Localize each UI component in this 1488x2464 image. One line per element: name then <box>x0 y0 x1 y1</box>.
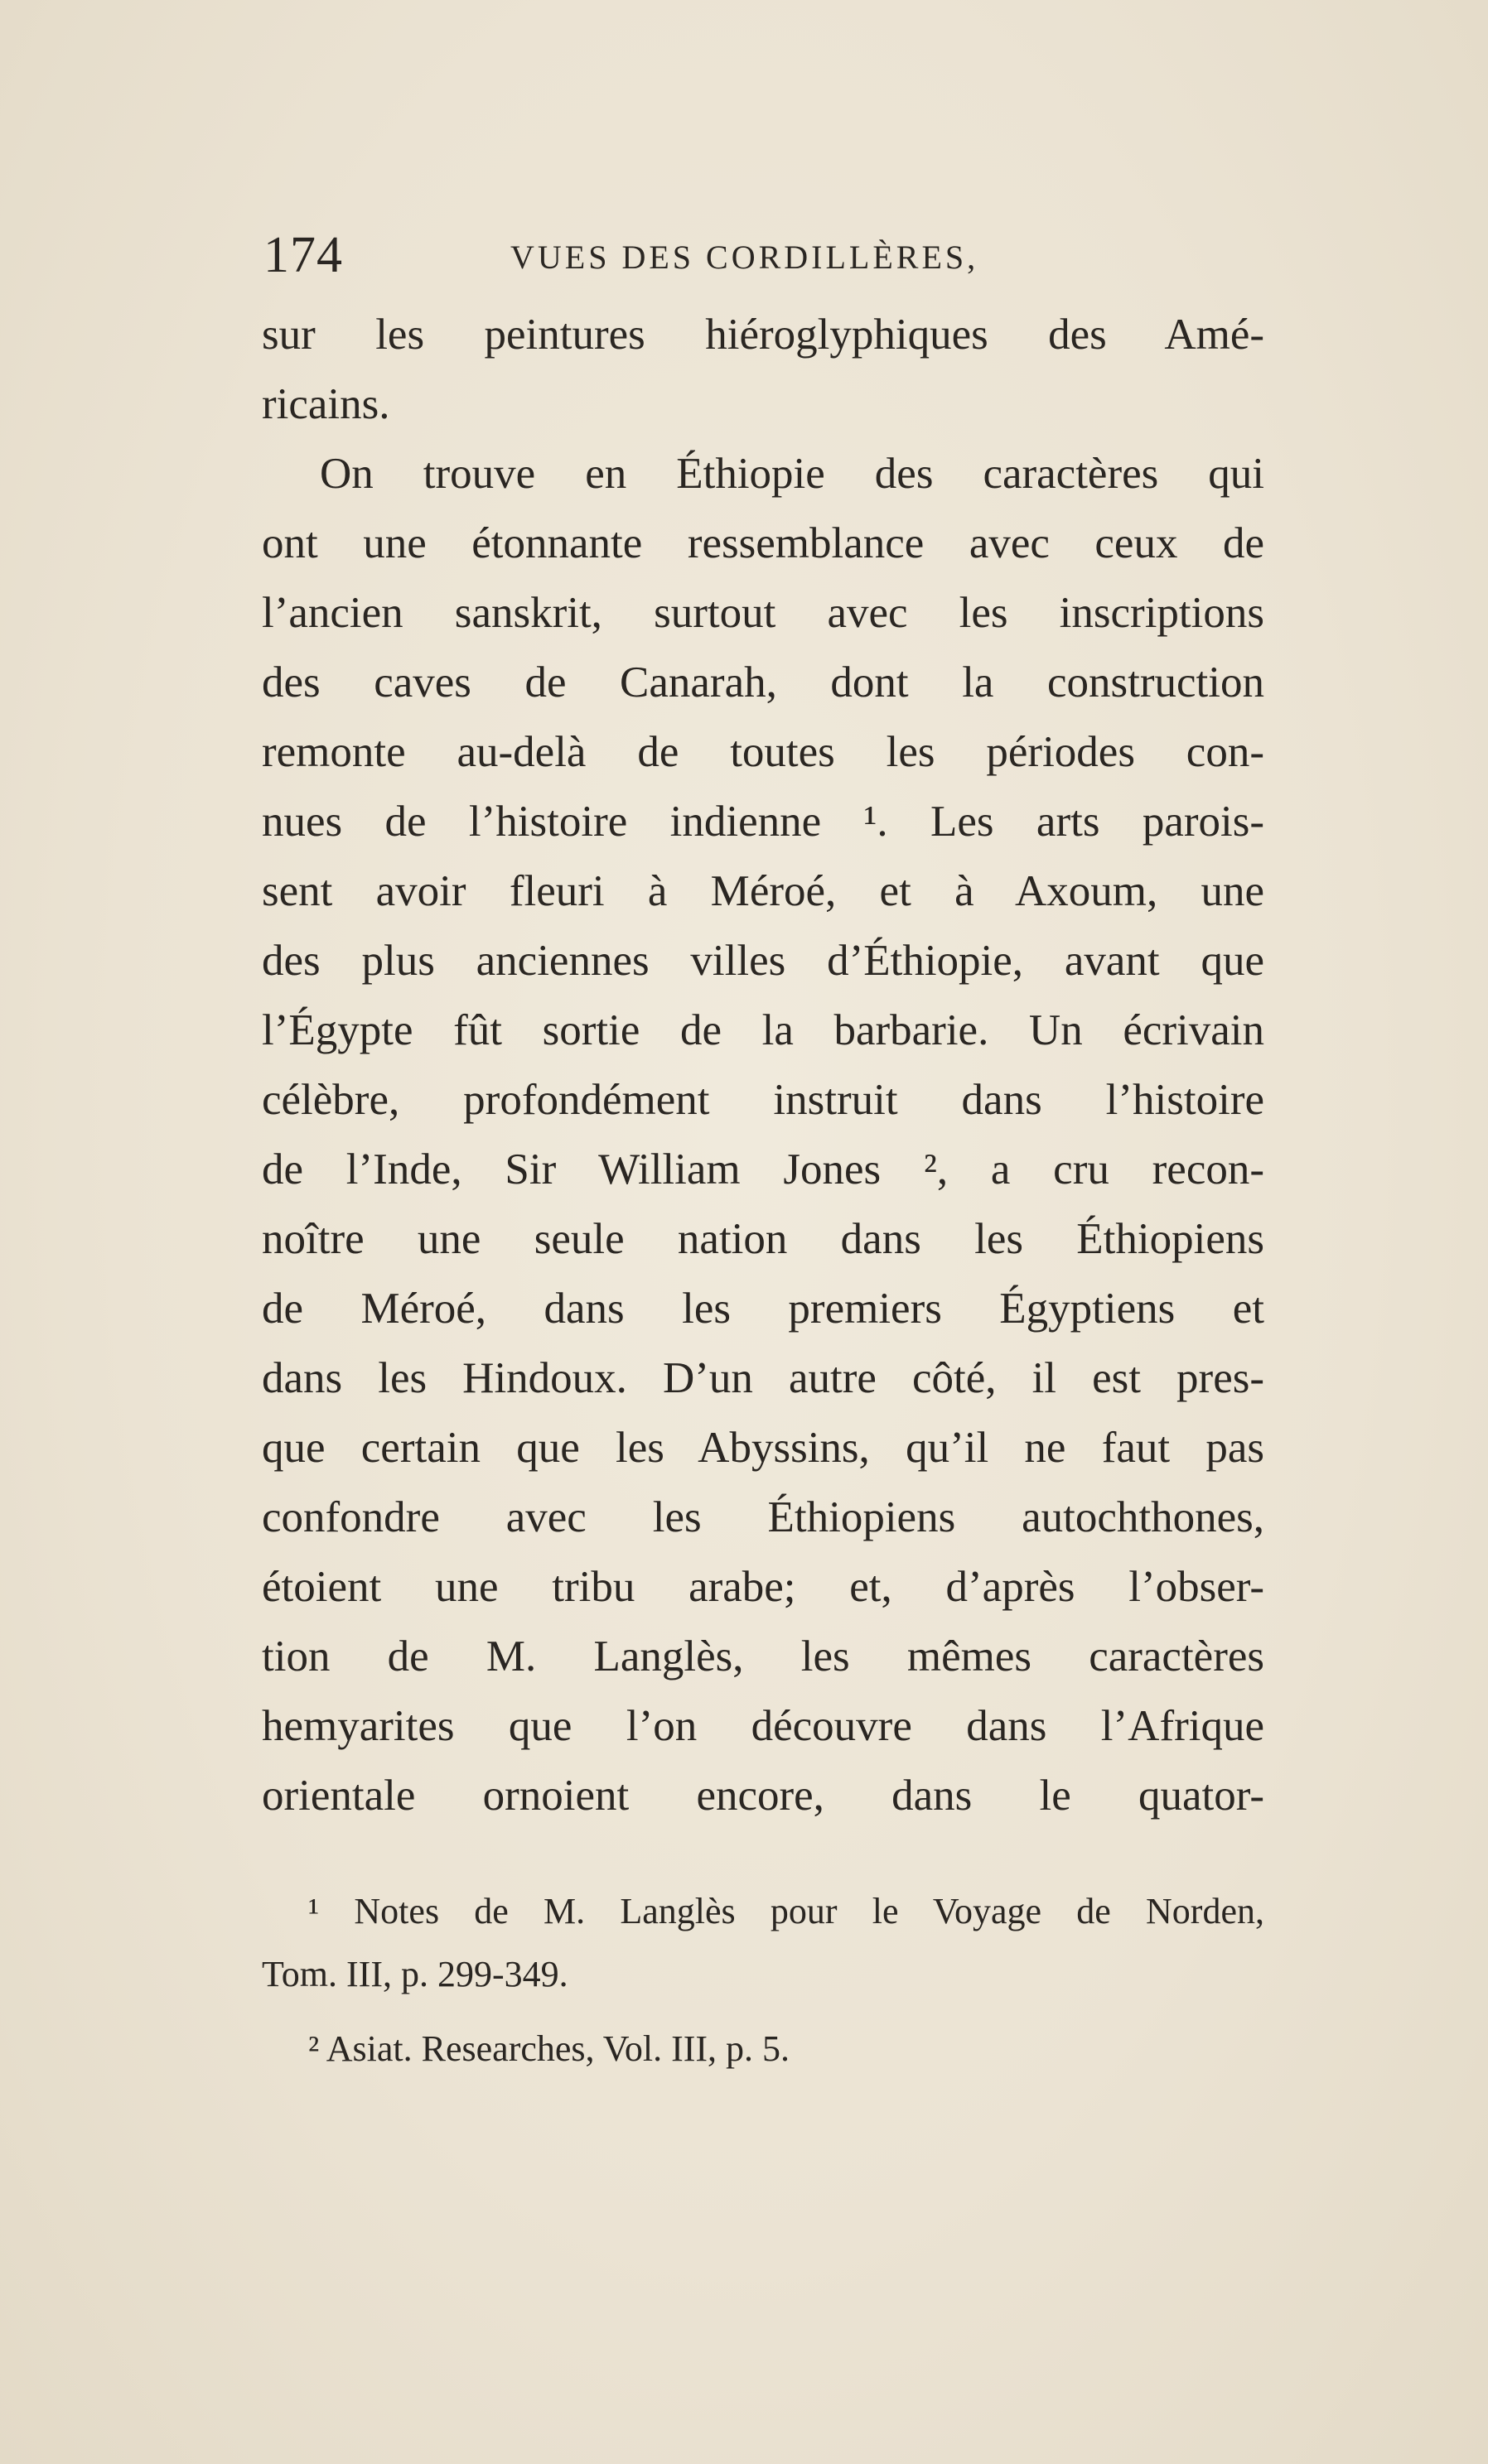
text-line: que certain que les Abyssins, qu’il ne faut pas <box>262 1424 1264 1472</box>
running-title: VUES DES CORDILLÈRES, <box>510 239 979 276</box>
text-line: des caves de Canarah, dont la construction <box>262 658 1264 706</box>
text-line: remonte au-delà de toutes les périodes con- <box>262 728 1264 776</box>
text-line: sur les peintures hiéroglyphiques des Amé- <box>262 311 1264 359</box>
footnotes <box>262 1880 1264 2081</box>
text-line: noître une seule nation dans les Éthiopiens <box>262 1215 1264 1263</box>
text-line: sent avoir fleuri à Méroé, et à Axoum, une <box>262 867 1264 915</box>
page-number: 174 <box>263 227 343 283</box>
text-line: célèbre, profondément instruit dans l’histoire <box>262 1076 1264 1124</box>
text-line: tion de M. Langlès, les mêmes caractères <box>262 1632 1264 1680</box>
text-line: orientale ornoient encore, dans le quator- <box>262 1772 1264 1820</box>
running-head <box>263 222 1274 288</box>
body-text <box>262 300 1264 1830</box>
footnote-1: ¹ Notes de M. Langlès pour le Voyage de Norden, <box>308 1891 1264 1931</box>
footnote-2: ² Asiat. Researches, Vol. III, p. 5. <box>308 2028 790 2069</box>
text-line: de Méroé, dans les premiers Égyptiens et <box>262 1285 1264 1333</box>
text-line: l’ancien sanskrit, surtout avec les inscriptions <box>262 589 1264 637</box>
text-line: ricains. <box>262 380 390 428</box>
text-line: des plus anciennes villes d’Éthiopie, avant que <box>262 937 1264 985</box>
footnote-1-continuation: Tom. III, p. 299-349. <box>262 1954 568 1994</box>
text-line: nues de l’histoire indienne ¹. Les arts parois- <box>262 798 1264 846</box>
text-line: l’Égypte fût sortie de la barbarie. Un écrivain <box>262 1006 1264 1054</box>
text-line: de l’Inde, Sir William Jones ², a cru recon- <box>262 1145 1264 1193</box>
text-line: étoient une tribu arabe; et, d’après l’obser- <box>262 1563 1264 1611</box>
text-line: dans les Hindoux. D’un autre côté, il est pres- <box>262 1354 1264 1402</box>
text-line: ont une étonnante ressemblance avec ceux de <box>262 519 1264 567</box>
text-line: On trouve en Éthiopie des caractères qui <box>320 450 1264 498</box>
text-line: confondre avec les Éthiopiens autochthones, <box>262 1493 1264 1541</box>
text-line: hemyarites que l’on découvre dans l’Afrique <box>262 1702 1264 1750</box>
